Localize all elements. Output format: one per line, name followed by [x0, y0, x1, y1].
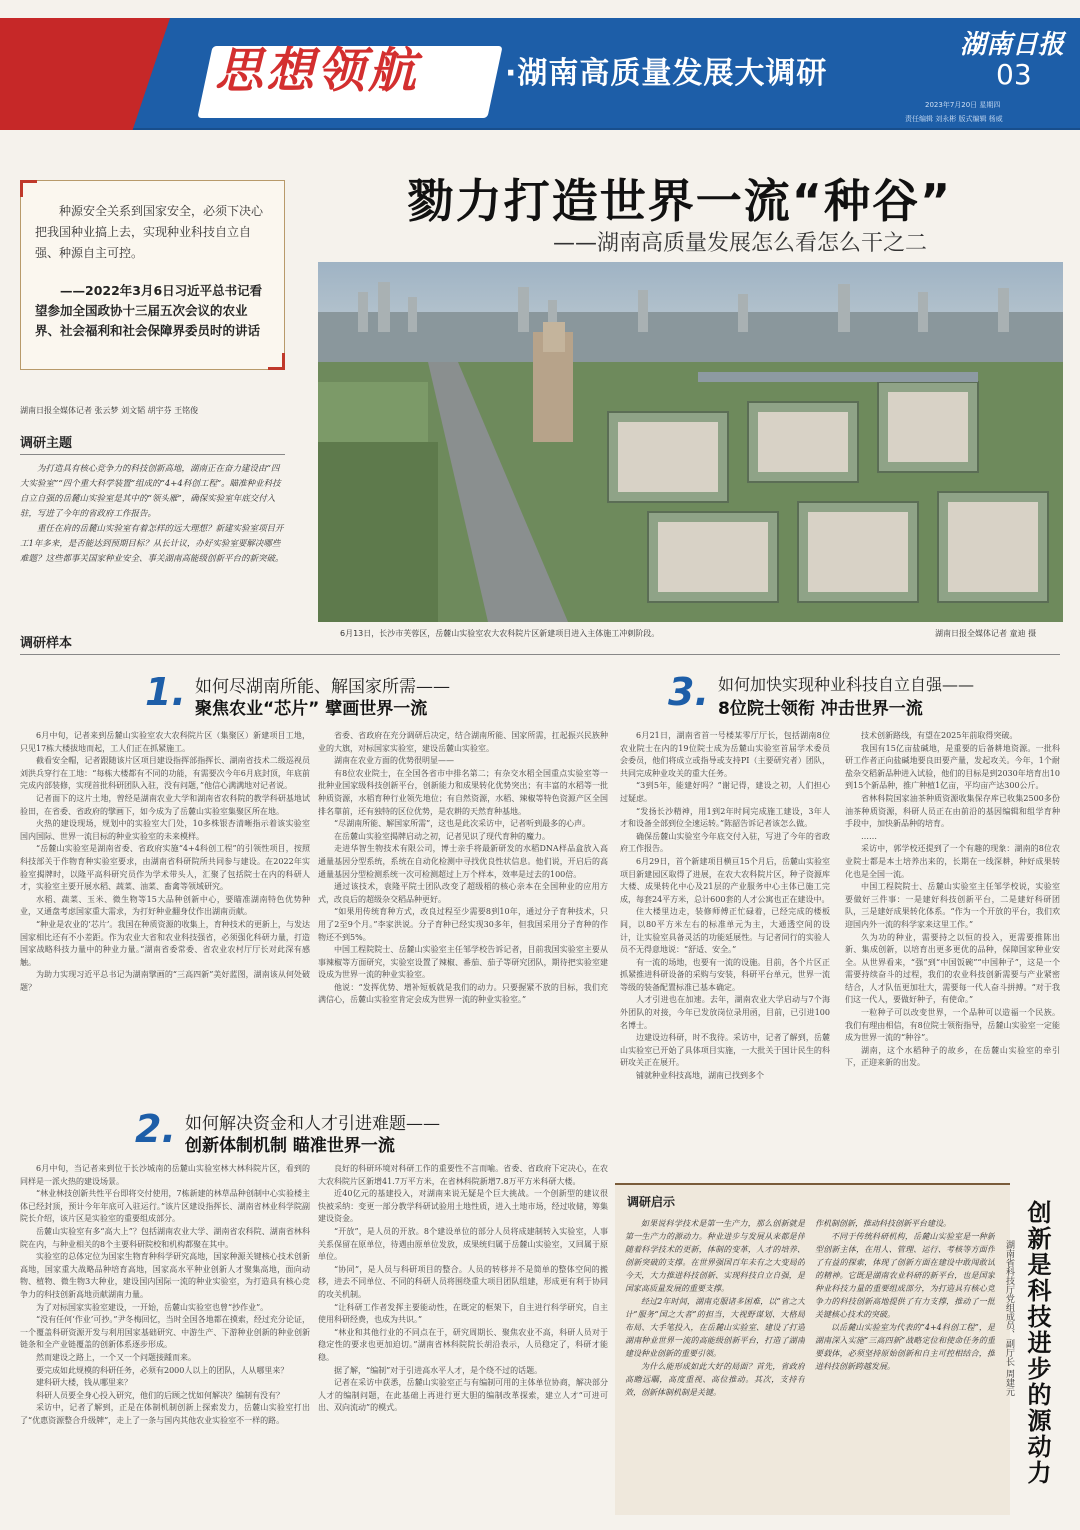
paragraph: 不同于传统科研机构，岳麓山实验室是一种新型创新主体，在用人、管理、运行、考核等方面作了有益的探索，体现了创新方面在建设中敢闯敢试的精神。它既是湖南农业科研的新平台，也是国家种业科技力量的重要组成部分，为打造具有核心竞争力的科技创新高地提供了有力支撑，推动了一批关键核心技术的突破。 [815, 1232, 995, 1319]
paragraph: “3到5年，能建好吗？”谢记得，建设之初，人们担心过疑虑。 [620, 781, 830, 803]
paragraph: “林业和其他行业的不同点在于，研究周期长、聚焦农业不高，科研人员对于稳定性的要求也更加迫切。”湖南省林科院院长胡沿表示，人员稳定了，科研才能稳。 [318, 1327, 608, 1362]
section-2-header [135, 1105, 605, 1157]
section-3-header [668, 668, 1068, 720]
paragraph: 作机制创新，推动科技创新平台建设。 [815, 1219, 951, 1228]
paragraph: “发扬长沙精神，用1到2年时间完成施工建设，3年人才和设备全部到位全速运转。”陈韶告诉记者该怎么做。 [620, 806, 830, 829]
paragraph: 一粒种子可以改变世界，一个品种可以造福一个民族。我们有理由相信，有8位院士领衔指导，岳麓山实验室一定能成为世界一流的“种谷”。 [845, 1008, 1060, 1043]
paragraph: 湖南，这个水稻种子的故乡，在岳麓山实验室的牵引下，正迎来新的出发。 [845, 1045, 1060, 1068]
paragraph: 近40亿元的基建投入，对湖南来说无疑是个巨大挑战。一个创新型的建议很快被采纳：变更一部分教学科研试验用土地性质，进入土地市场，经过收储，筹集建设资金。 [318, 1189, 608, 1224]
paragraph: 要完成如此规模的科研任务，必须有2000人以上的团队，人从哪里来？ [36, 1365, 289, 1375]
paragraph: 然而建设之路上，一个又一个问题接踵而来。 [36, 1352, 196, 1362]
paragraph: 经过2年时间，湖南克服诸多困难，以“省之大计”服务“国之大者”的担当，大视野谋划、大格局布局、大手笔投入，在岳麓山实验室、建设了打造湖南种业世界一流的高能级创新平台，打造了湖南建设种业创新的重要引领。 [625, 1297, 805, 1358]
paragraph: 以岳麓山实验室为代表的“4+4科创工程”，是湖南深入实施“三高四新”战略定位和使命任务的重要载体，必须坚持原始创新和自主可控相结合，推进科技创新跨越发展。 [815, 1323, 995, 1371]
section-3-headline: 8位院士领衔 冲击世界一流 [718, 699, 923, 719]
paragraph: …… [861, 831, 877, 841]
commentary-author: 湖南省科技厅党组成员、副厅长 周建元 [1004, 1240, 1014, 1396]
section-3-col-1 [620, 730, 830, 1140]
paragraph: 6月中旬，记者来到岳麓山实验室农大农科院片区（集聚区）新建项目工地，只见17栋大楼拔地而起，工人们正在抓紧施工。 [20, 731, 310, 753]
paragraph: 6月中旬，当记者来到位于长沙城南的岳麓山实验室林大林科院片区，看到的同样是一派火热的建设场景。 [20, 1164, 310, 1186]
paragraph: 技术创新路线，有望在2025年前取得突破。 [861, 731, 1018, 740]
theme-heading: 调研主题 [20, 432, 285, 455]
section-3-col-2 [845, 730, 1060, 1140]
column-brand: 思想领航 [215, 43, 420, 99]
paragraph: 省委、省政府在充分调研后决定，结合湖南所能、国家所需，扛起振兴民族种业的大旗，对标国家实验室，建设岳麓山实验室。 [318, 731, 608, 753]
paragraph: 为什么能形成如此大好的局面？首先，省政府高瞻远瞩，高度重视、高位推动。其次，支持有效，创新体制机制是关键。 [625, 1362, 805, 1397]
section-1-headline: 聚焦农业“芯片” 擘画世界一流 [195, 699, 428, 719]
theme-para: 重任在肩的岳麓山实验室有着怎样的远大理想？新建实验室项目开工1年多来，是否能达到预期目标？从长计议，办好实验室要解决哪些难题？这些都事关国家种业安全、事关湖南高能级创新平台的新突破。 [20, 524, 284, 564]
paragraph: 在岳麓山实验室揭牌启动之初，记者见识了现代育种的魔力。 [334, 831, 550, 841]
quote-text: 种源安全关系到国家安全，必须下决心把我国种业搞上去，实现种业科技自立自强、种源自主可控。 [35, 204, 264, 260]
insight-col-2 [815, 1217, 995, 1509]
paragraph: 火热的建设现场，规划中的实验室大门处，10多株银杏清晰指示着该实验室国内国际、世界一流目标的种业实验室的未来模样。 [20, 819, 310, 841]
paragraph: 采访中，郭学校还提到了一个有趣的现象：湖南的8位农业院士都是本土培养出来的，长期在一线深耕，种好成果转化也是全国一流。 [845, 844, 1060, 879]
paragraph: 中国工程院院士、岳麓山实验室主任邹学校说，实验室要做好三件事：一是建好科技创新平台，二是建好科研团队，三是建好成果转化体系。“作为一个开放的平台，我们欢迎国内外一流的科学家来这里工作。” [845, 882, 1060, 929]
paragraph: 人才引进也在加速。去年，湖南农业大学启动与7个海外团队的对接，今年已发放岗位录用函，目前，已引进100名博士。 [620, 995, 830, 1030]
insight-col-1 [625, 1217, 805, 1509]
paragraph: 截看安全帽，记者跟随该片区项目建设指挥部指挥长、湖南省技术二级巡视员刘洪兵穿行在工地：“每栋大楼都有不同的功能，有需要次今年6月底封顶，年底前完成内部装修，实现首批科研团队入驻，没有问题，”他信心满满地对记者说。 [20, 756, 310, 791]
section-1-question: 如何尽湖南所能、解国家所需—— [195, 677, 450, 697]
paragraph: “如果用传统育种方式，改良过程至少需要8到10年，通过分子育种技术，只用了2至9个月。”李家洪说。分子育种已经实现30多年，但我国采用分子育种的作物还不到5%。 [318, 907, 608, 942]
paragraph: 久为功的种业，需要持之以恒的投入，更需要推陈出新、集成创新，以培育出更多更优的品种，保障国家种业安全。从世界看来，“强”到“中国饭碗”“中国种子”，这是一个需要持续奋斗的过程，我们的农业科技创新需要与产业紧密结合，人才队伍更加壮大，需要每一代人奋斗拼搏。“对于我们这一代人，要做好种子，有使命。” [845, 932, 1060, 1005]
photo-caption: 6月13日，长沙市芙蓉区，岳麓山实验室农大农科院片区新建项目进入主体施工冲刺阶段。 [340, 629, 660, 638]
section-2-number: 2. [135, 1107, 176, 1151]
quote-source: ——2022年3月6日习近平总书记看望参加全国政协十三届五次会议的农业界、社会福利和社会保障界委员时的讲话 [35, 283, 263, 338]
quote-box [20, 180, 285, 370]
section-2-col-2 [318, 1163, 608, 1518]
paragraph: 岳麓山实验室有多“高大上”？包括湖南农业大学、湖南省农科院、湖南省林科院在内，与种业相关的8个主要科研院校和机构都聚在其中。 [20, 1226, 310, 1249]
insight-box [615, 1183, 1010, 1515]
paragraph: 6月21日，湖南省首一号楼某零厅厅长，包括湖南8位农业院士在内的19位院士成为岳麓山实验室首届学术委员会委员，他们将成立或指导或支持PI（主要研究者）团队，共同完成种业攻关的重大任务。 [620, 731, 830, 778]
banner-red-accent [0, 18, 170, 130]
paragraph: 走进华智生物技术有限公司，博士亲手将最新研发的水稻DNA样品盒放入高通量基因分型系统，系统在自动化检测中寻找优良性状信息。他们说，开启后的高通量基因分型检测系统一次可检测超过上万个样本，效率是过去的100倍。 [318, 844, 608, 879]
paragraph: “让科研工作者发挥主要能动性，在既定的框架下，自主进行科学研究，自主使用科研经费，也成为共识。” [318, 1302, 608, 1325]
paragraph: “尽湖南所能、解国家所需”，这也是此次采访中，记者听到最多的心声。 [334, 819, 591, 829]
paragraph: 水稻、蔬菜、玉米、微生物等15大品种创新中心，要瞄准湖南特色优势种业，又通盘考虑国家重大需求，为打好种业翻身仗作出湖南贡献。 [20, 894, 310, 917]
paragraph: 记者面下的这片土地，曾经是湖南农业大学和湖南省农科院的教学科研基地试验田，在省委、省政府的擘画下，如今成为了岳麓山实验室集聚区所在地。 [20, 793, 310, 816]
paragraph: 科研人员要全身心投入研究，他们的后顾之忧如何解决？编制有没有？ [36, 1390, 284, 1400]
paragraph: “林业林技创新共性平台即将交付使用，7栋新建的林草品种创制中心实验楼主体已经封顶，预计今年年底可入驻运行。”该片区建设指挥长、湖南省林业科学院副院长介绍，该片区是实验室的重要组成部分。 [20, 1189, 310, 1224]
section-3-number: 3. [668, 670, 709, 714]
insight-heading: 调研启示 [627, 1195, 676, 1209]
paragraph: “种业是农业的‘芯片’。我国在种质资源的收集上，育种技术的更新上，与发达国家相比还有不小差距。作为农业大省和农业科技强省，必须强化科研力量，打造国家战略科技力量中的种业力量。”湖南省委常委、省农业农村厅厅长对此深有感触。 [20, 919, 310, 967]
paragraph: 通过该技术，袁隆平院士团队改变了超级稻的核心亲本在全国种业的应用方式，改良后的超级杂交稻品种更好。 [318, 882, 608, 904]
theme-para: 为打造具有核心竞争力的科技创新高地，湖南正在奋力建设由“四大实验室”“四个重大科学装置”组成的“4+4科创工程”。瞄准种业科技自立自强的岳麓山实验室是其中的“领头雁”，确保实验室年底交付入驻，写进了今年的省政府工作报告。 [20, 464, 281, 519]
paragraph: “开放”，是人员的开放。8个建设单位的部分人员将成建制转入实验室，人事关系保留在原单位，待遇由原单位发放，成果统归属于岳麓山实验室，又回属于原单位。 [318, 1226, 608, 1262]
paragraph: 住大楼里边走，装修师傅正忙碌着，已经完成的楼板间，以80平方米左右的标准单元为主，大通透空间的设计，让实验室具备灵活的功能延展性。与记者同行的实验人员不无得意地说：“舒适、安全。” [620, 907, 830, 955]
paragraph: “岳麓山实验室是湖南省委、省政府实施“4+4科创工程”的引领性项目，按照科技部关于作物育种实验室要求，由湖南省科研院所共同参与建设。在2022年实验室揭牌时，以隆平高科研究员作为学术带头人，汇聚了包括院士在内的科研人才，实验室主要开展水稻、蔬菜、油菜、畜禽等领域研究。 [20, 844, 310, 892]
commentary-title: 创新是科技进步的源动力 [1023, 1200, 1051, 1486]
paragraph: 省林科院国家油茶种质资源收集保存库已收集2500多份油茶种质资源，科研人员正在由前沿的基因编辑和组学育种手段中，加快新品种的培育。 [845, 793, 1060, 829]
editor-credits: 责任编辑 刘永彬 版式编辑 杨威 [905, 115, 1003, 123]
paragraph: 建科研大楼，钱从哪里来？ [36, 1378, 132, 1388]
sample-heading: 调研样本 [20, 632, 1060, 655]
page-number: 03 [996, 58, 1032, 91]
theme-text [20, 462, 285, 567]
paragraph: “协同”，是人员与科研项目的整合。人员的转移并不是简单的整体空间的搬移，进去不同单位、不同的科研人员将围绕重大项目团队组建，形成更有利于协同的攻关机制。 [318, 1264, 608, 1299]
paragraph: 湖南在农业方面的优势很明显—— [334, 756, 454, 766]
paragraph: 6月29日，首个新建项目横亘15个月后，岳麓山实验室项目新建园区取得了进展，在农大农科院片区，种子资源库大楼、成果转化中心及21层的产业服务中心主体已施工完成，每套24平方米，总计600套的人才公寓也正在建设中。 [620, 856, 830, 904]
section-1-col-1 [20, 730, 310, 1080]
paragraph: 他说：“发挥优势、增补短板就是我们的动力。只要握紧不放的目标，我们充满信心，岳麓山实验室肯定会成为世界一流的种业实验室。” [318, 982, 608, 1005]
issue-date: 2023年7月20日 星期四 [925, 101, 1001, 109]
paragraph: 如果说科学技术是第一生产力，那么创新就是第一生产力的源动力。种业进步与发展从来都是伴随着科学技术的更新，体制的变革，人才的培养、创新突破的支撑。在世界强国百年未有之大变局的今天，大力推进科技创新、实现科技自立自强，是国家高质量发展的重要支撑。 [625, 1219, 805, 1293]
paragraph: 为助力实现习近平总书记为湖南擘画的“三高四新”美好蓝图，湖南该从何处破题？ [20, 970, 310, 992]
newspaper-name: 湖南日报 [960, 30, 1065, 60]
page-title: 勠力打造世界一流“种谷” [407, 174, 953, 228]
photo-illustration [318, 262, 1063, 622]
paragraph: 边建设边科研，时不我待。采访中，记者了解到，岳麓山实验室已开始了具体项目实施，一大批关于国计民生的科研攻关正在展开。 [620, 1033, 830, 1068]
section-1-col-2 [318, 730, 608, 1080]
section-2-question: 如何解决资金和人才引进难题—— [185, 1114, 440, 1134]
paragraph: 铺就种业科技高地，湖南已找到多个 [636, 1071, 764, 1081]
paragraph: 为了对标国家实验室建设，一开始，岳麓山实验室也曾“抄作业”。 [36, 1302, 269, 1312]
paragraph: 记者在采访中获悉，岳麓山实验室正与有编制可用的主体单位协商，解决部分人才的编制问题，在此基础上再进行更大胆的编制改革探索，建立人才“可进可出、双向流动”的模式。 [318, 1378, 608, 1413]
construction-aerial-photo [318, 262, 1063, 622]
paragraph: 实验室的总体定位为国家生物育种科学研究高地，国家种源关键核心技术创新高地，国家重大战略品种培育高地，国家高水平种业创新人才聚集高地，面向动物、植物、微生物3大种业，建设国内国际一流的种业实验室，为打造具有核心竞争力的科技创新高地贡献湖南力量。 [20, 1252, 310, 1299]
paragraph: 确保岳麓山实验室今年底交付入驻，写进了今年的省政府工作报告。 [620, 831, 830, 854]
paragraph: 有8位农业院士，在全国各省市中排名第二；有杂交水稻全国重点实验室等一批种业国家级科技创新平台，创新能力和成果转化优势突出；有丰富的水稻等一批种质资源，水稻育种行业领先地位；有自然资源，水稻、辣椒等特色资源产区全国排名靠前，还有独特的区位优势，是农耕的天然育种基地。 [318, 768, 608, 816]
paragraph: 据了解，“编制”对于引进高水平人才，是个绕不过的话题。 [334, 1365, 543, 1375]
paragraph: 我国有15亿亩盐碱地，是重要的后备耕地资源。一批科研工作者正向盐碱地要良田要产量，发起攻关。今年，1个耐盐杂交稻新品种进入试验，他们的目标是到2030年培育出10到15个新品种，推广种植1亿亩，平均亩产达300公斤。 [845, 743, 1060, 791]
photo-credit: 湖南日报全媒体记者 童迪 摄 [935, 629, 1037, 638]
paragraph: 采访中，记者了解到，正是在体制机制创新上探索发力，岳麓山实验室打出了“优惠资源整合升级牌”，走上了一条与国内其他农业实验室不一样的路。 [20, 1403, 310, 1425]
section-2-col-1 [20, 1163, 310, 1518]
section-1-number: 1. [145, 670, 186, 714]
section-3-question: 如何加快实现种业科技自立自强—— [718, 675, 975, 694]
column-subtitle: ·湖南高质量发展大调研 [505, 56, 828, 91]
paragraph: 中国工程院院士、岳麓山实验室主任邹学校告诉记者，目前我国实验室主要从事辣椒等方面研究，实验室设置了辣椒、番茄、茄子等研究团队，期待把实验室建设成为世界一流的种业实验室。 [318, 945, 608, 980]
section-2-headline: 创新体制机制 瞄准世界一流 [185, 1136, 395, 1156]
masthead-banner [0, 18, 1080, 130]
paragraph: 有一流的场地，也要有一流的设施。目前，各个片区正抓紧推进科研设备的采购与安装，科研平台单元，世界一流等级的装备配置标准已基本确定。 [620, 957, 830, 992]
reporter-byline: 湖南日报全媒体记者 张云梦 刘文韬 胡宇芬 王铭俊 [20, 406, 199, 415]
section-1-header [145, 668, 615, 720]
page-subtitle: ——湖南高质量发展怎么看怎么干之二 [552, 231, 927, 256]
paragraph: “没有任何‘作业’可抄。”尹冬梅回忆，当时全国各地都在摸索，经过充分论证，一个覆盖科研资源开发与利用国家基础研究、中游生产、下游种业创新的种业创新链条和全产业链覆盖的创新体系逐步形成。 [20, 1315, 310, 1350]
paragraph: 良好的科研环境对科研工作的重要性不言而喻。省委、省政府下定决心，在农大农科院片区新增41.7万平方米，在省林科院新增7.8万平方米科研大楼。 [318, 1164, 608, 1186]
